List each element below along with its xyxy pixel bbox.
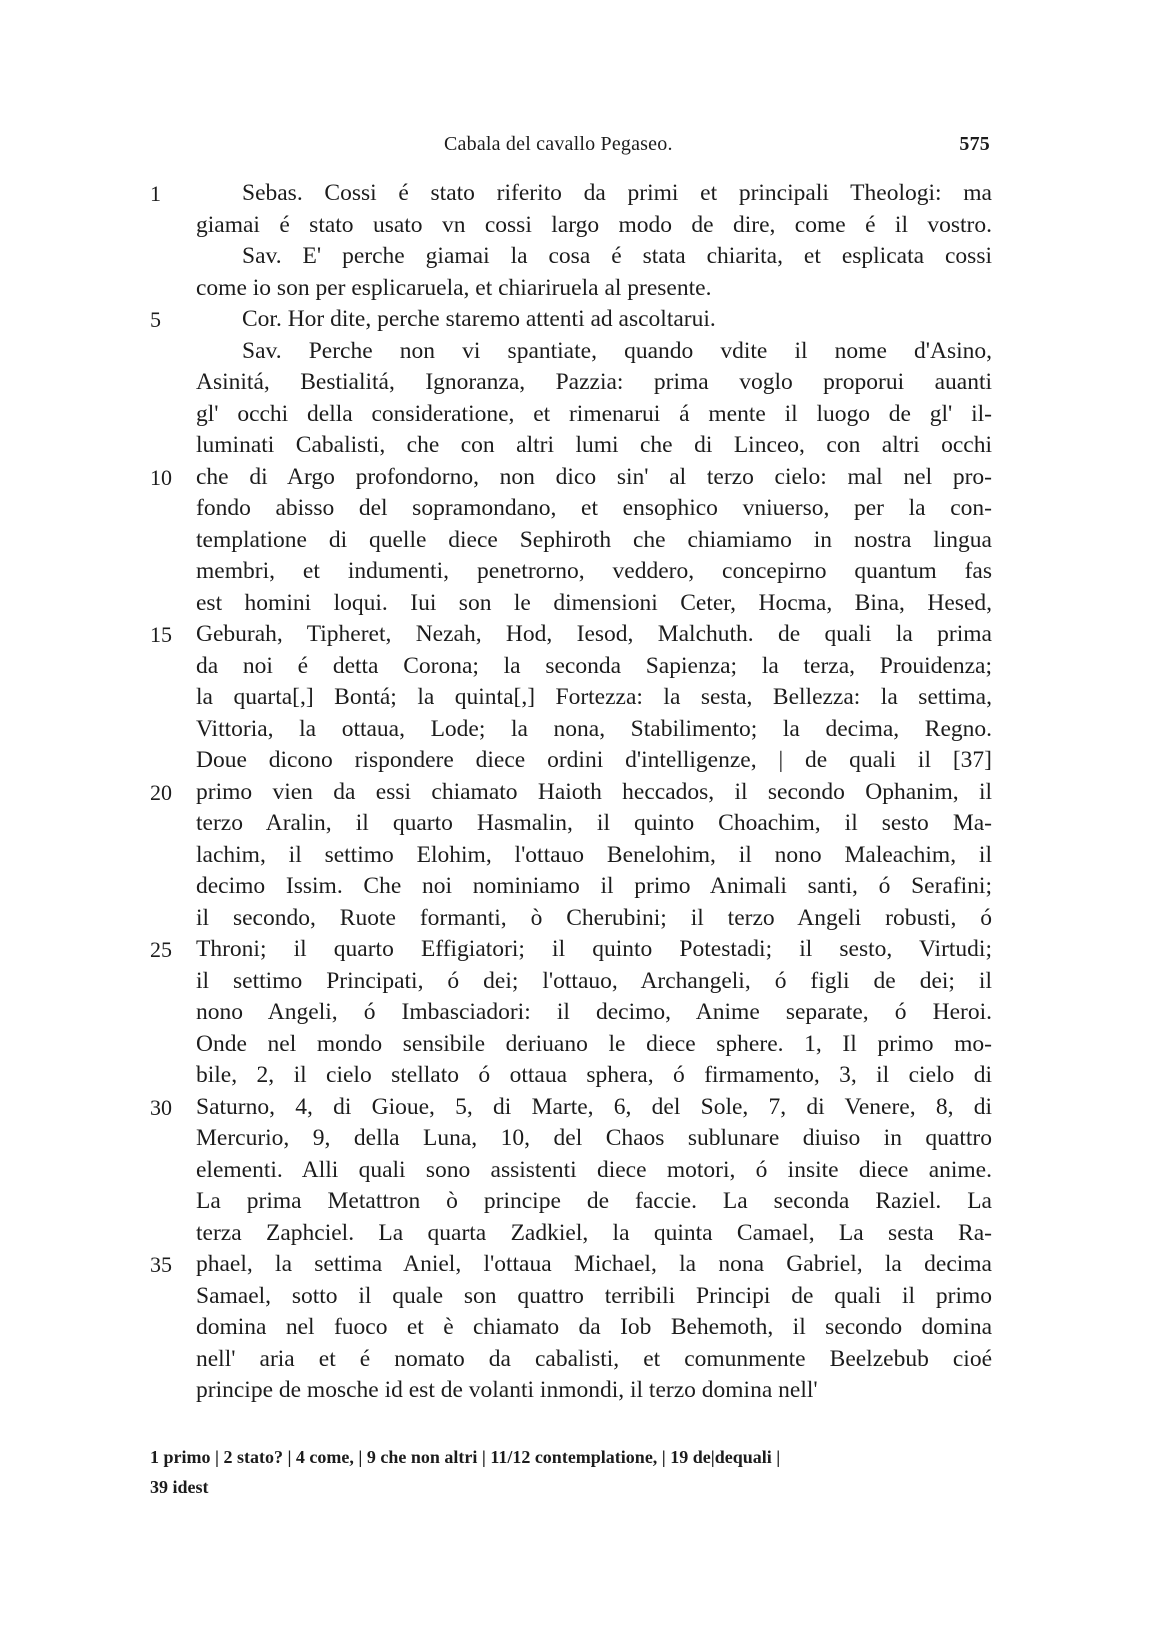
text-line [0, 304, 1164, 336]
line-text: Sebas. Cossi é stato riferito da primi et principali Theologi: ma [242, 180, 992, 206]
line-text: La prima Metattron ò principe de faccie. La seconda Raziel. La [196, 1188, 992, 1214]
footnote-line: 39 idest [150, 1477, 209, 1497]
body-text [0, 178, 1164, 1407]
line-text: elementi. Alli quali sono assistenti diece motori, ó insite diece anime. [196, 1156, 992, 1183]
text-line [0, 399, 1164, 431]
line-text: il settimo Principati, ó dei; l'ottauo, Archangeli, ó figli de dei; il [196, 967, 992, 994]
text-line [0, 1123, 1164, 1155]
line-text: bile, 2, il cielo stellato ó ottaua sphera, ó firmamento, 3, il cielo di [196, 1062, 992, 1088]
text-line [0, 1092, 1164, 1124]
line-text: Geburah, Tipheret, Nezah, Hod, Iesod, Malchuth. de quali la prima [196, 621, 992, 647]
line-text: luminati Cabalisti, che con altri lumi che di Linceo, con altri occhi [196, 432, 992, 458]
footnote-line: 1 primo | 2 stato? | 4 come, | 9 che non altri | 11/12 contemplatione, | 19 de|dequali | [150, 1447, 781, 1467]
line-text: domina nel fuoco et è chiamato da Iob Behemoth, il secondo domina [196, 1314, 992, 1340]
page-number: 575 [959, 133, 990, 155]
text-line [0, 966, 1164, 998]
line-text: Sav. E' perche giamai la cosa é stata chiarita, et esplicata cossi [242, 243, 992, 269]
text-line [0, 1281, 1164, 1313]
text-line [0, 462, 1164, 494]
line-text: Vittoria, la ottaua, Lode; la nona, Stabilimento; la decima, Regno. [196, 715, 992, 742]
text-line [0, 1344, 1164, 1376]
text-line [0, 1155, 1164, 1187]
line-text: terza Zaphciel. La quarta Zadkiel, la quinta Camael, La sesta Ra- [196, 1219, 992, 1246]
text-line [0, 1218, 1164, 1250]
line-number: 25 [150, 937, 172, 962]
line-text: che di Argo profondorno, non dico sin' al terzo cielo: mal nel pro- [196, 463, 992, 490]
text-line [0, 1060, 1164, 1092]
text-line [0, 777, 1164, 809]
text-line [0, 1186, 1164, 1218]
running-head: Cabala del cavallo Pegaseo. [444, 133, 673, 155]
line-text: Asinitá, Bestialitá, Ignoranza, Pazzia: prima voglo proporui auanti [196, 369, 992, 395]
line-text: principe de mosche id est de volanti inmondi, il terzo domina nell' [196, 1377, 818, 1403]
text-line [0, 840, 1164, 872]
text-line [0, 1249, 1164, 1281]
line-number: 35 [150, 1252, 172, 1277]
line-number: 10 [150, 464, 172, 490]
text-line [0, 997, 1164, 1029]
text-line [0, 1375, 1164, 1407]
text-line [0, 178, 1164, 210]
line-text: nell' aria et é nomato da cabalisti, et comunmente Beelzebub cioé [196, 1345, 992, 1372]
text-line [0, 367, 1164, 399]
text-line [0, 493, 1164, 525]
line-text: Samael, sotto il quale son quattro terribili Principi de quali il primo [196, 1282, 992, 1309]
text-line [0, 1029, 1164, 1061]
text-line [0, 210, 1164, 242]
text-line [0, 714, 1164, 746]
text-line [0, 273, 1164, 305]
line-text: fondo abisso del sopramondano, et ensophico vniuerso, per la con- [196, 495, 992, 521]
line-text: est homini loqui. Iui son le dimensioni Ceter, Hocma, Bina, Hesed, [196, 589, 992, 616]
text-line [0, 934, 1164, 966]
line-text: come io son per esplicaruela, et chiariruela al presente. [196, 274, 712, 301]
footnotes [150, 1442, 995, 1502]
line-text: Onde nel mondo sensibile deriuano le diece sphere. 1, Il primo mo- [196, 1030, 992, 1057]
line-text: Mercurio, 9, della Luna, 10, del Chaos sublunare diuiso in quattro [196, 1125, 992, 1151]
text-line [0, 808, 1164, 840]
text-line [0, 619, 1164, 651]
text-line [0, 556, 1164, 588]
line-text: la quarta[,] Bontá; la quinta[,] Fortezza: la sesta, Bellezza: la settima, [196, 684, 992, 710]
line-text: terzo Aralin, il quarto Hasmalin, il quinto Choachim, il sesto Ma- [196, 810, 992, 836]
line-number: 30 [150, 1094, 172, 1120]
text-line [0, 651, 1164, 683]
text-line [0, 903, 1164, 935]
text-line [0, 588, 1164, 620]
text-line [0, 871, 1164, 903]
line-text: phael, la settima Aniel, l'ottaua Michael, la nona Gabriel, la decima [196, 1251, 992, 1277]
text-line [0, 525, 1164, 557]
text-line [0, 336, 1164, 368]
line-text: membri, et indumenti, penetrorno, veddero, concepirno quantum fas [196, 558, 992, 584]
line-text: nono Angeli, ó Imbasciadori: il decimo, Anime separate, ó Heroi. [196, 999, 992, 1025]
line-text: lachim, il settimo Elohim, l'ottauo Benelohim, il nono Maleachim, il [196, 841, 992, 868]
line-text: primo vien da essi chiamato Haioth heccados, il secondo Ophanim, il [196, 778, 992, 805]
line-text: Saturno, 4, di Gioue, 5, di Marte, 6, del Sole, 7, di Venere, 8, di [196, 1093, 992, 1120]
line-text: Throni; il quarto Effigiatori; il quinto Potestadi; il sesto, Virtudi; [196, 936, 992, 962]
text-line [0, 1312, 1164, 1344]
line-text: il secondo, Ruote formanti, ò Cherubini; il terzo Angeli robusti, ó [196, 904, 992, 931]
line-number: 20 [150, 779, 172, 805]
page-header [190, 133, 990, 163]
line-text: da noi é detta Corona; la seconda Sapienza; la terza, Prouidenza; [196, 652, 992, 679]
text-line [0, 241, 1164, 273]
line-number: 15 [150, 622, 172, 647]
line-text: gl' occhi della consideratione, et rimenarui á mente il luogo de gl' il- [196, 400, 992, 427]
line-text: templatione di quelle diece Sephiroth che chiamiamo in nostra lingua [196, 526, 992, 553]
text-line [0, 682, 1164, 714]
text-line [0, 430, 1164, 462]
line-number: 5 [150, 307, 161, 332]
line-number: 1 [150, 181, 161, 206]
line-text: Doue dicono rispondere diece ordini d'intelligenze, | de quali il [37] [196, 747, 992, 773]
line-text: decimo Issim. Che noi nominiamo il primo Animali santi, ó Serafini; [196, 873, 992, 899]
text-line [0, 745, 1164, 777]
line-text: Cor. Hor dite, perche staremo attenti ad ascoltarui. [242, 306, 716, 332]
line-text: giamai é stato usato vn cossi largo modo de dire, come é il vostro. [196, 211, 992, 238]
line-text: Sav. Perche non vi spantiate, quando vdite il nome d'Asino, [242, 337, 992, 364]
